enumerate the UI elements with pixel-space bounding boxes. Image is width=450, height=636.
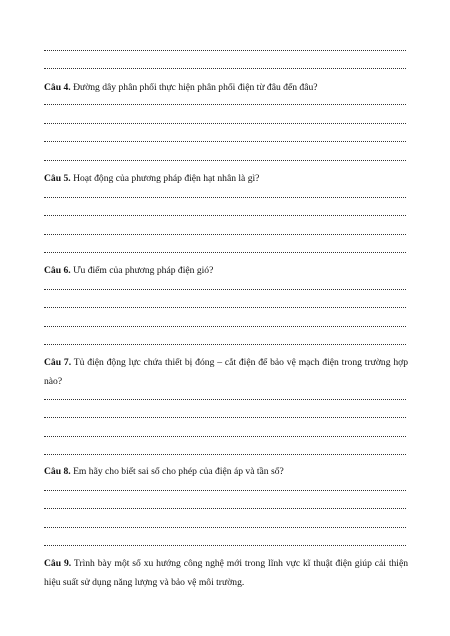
question-5-label: Câu 5. (44, 173, 71, 184)
question-9-label: Câu 9. (44, 558, 72, 569)
question-6-label: Câu 6. (44, 265, 71, 276)
answer-line[interactable] (44, 326, 406, 327)
answer-line[interactable] (44, 50, 406, 51)
question-7 (44, 354, 408, 391)
answer-line[interactable] (44, 436, 406, 437)
answer-line[interactable] (44, 215, 406, 216)
answer-line[interactable] (44, 417, 406, 418)
question-4-text: Đường dây phân phối thực hiện phân phối điện từ đâu đến đâu? (73, 82, 318, 93)
answer-line[interactable] (44, 104, 406, 105)
answer-line[interactable] (44, 454, 406, 455)
answer-line[interactable] (44, 68, 406, 69)
answer-line[interactable] (44, 289, 406, 290)
question-8-label: Câu 8. (44, 466, 71, 477)
question-4-label: Câu 4. (44, 82, 71, 93)
answer-line[interactable] (44, 160, 406, 161)
answer-line[interactable] (44, 399, 406, 400)
answer-line[interactable] (44, 197, 406, 198)
question-6 (44, 262, 408, 279)
question-7-label: Câu 7. (44, 357, 72, 368)
question-8-text: Em hãy cho biết sai số cho phép của điện áp và tần số? (73, 466, 284, 477)
question-7-text: Tủ điện động lực chứa thiết bị đóng – cắt điện để bảo vệ mạch điện trong trường hợp nào? (44, 357, 408, 387)
question-5-text: Hoạt động của phương pháp điện hạt nhân là gì? (73, 173, 260, 184)
answer-line[interactable] (44, 141, 406, 142)
answer-line[interactable] (44, 490, 406, 491)
answer-line[interactable] (44, 252, 406, 253)
answer-line[interactable] (44, 123, 406, 124)
answer-line[interactable] (44, 344, 406, 345)
question-9 (44, 555, 408, 592)
question-4 (44, 79, 408, 96)
answer-line[interactable] (44, 508, 406, 509)
answer-line[interactable] (44, 234, 406, 235)
question-5 (44, 170, 408, 187)
question-9-text: Trình bày một số xu hướng công nghệ mới trong lĩnh vực kĩ thuật điện giúp cải thiện hiệu suất sử dụng năng lượng và bảo vệ môi trường. (44, 558, 409, 588)
answer-line[interactable] (44, 545, 406, 546)
answer-line[interactable] (44, 307, 406, 308)
question-8 (44, 463, 408, 480)
answer-line[interactable] (44, 527, 406, 528)
question-6-text: Ưu điểm của phương pháp điện gió? (73, 265, 214, 276)
